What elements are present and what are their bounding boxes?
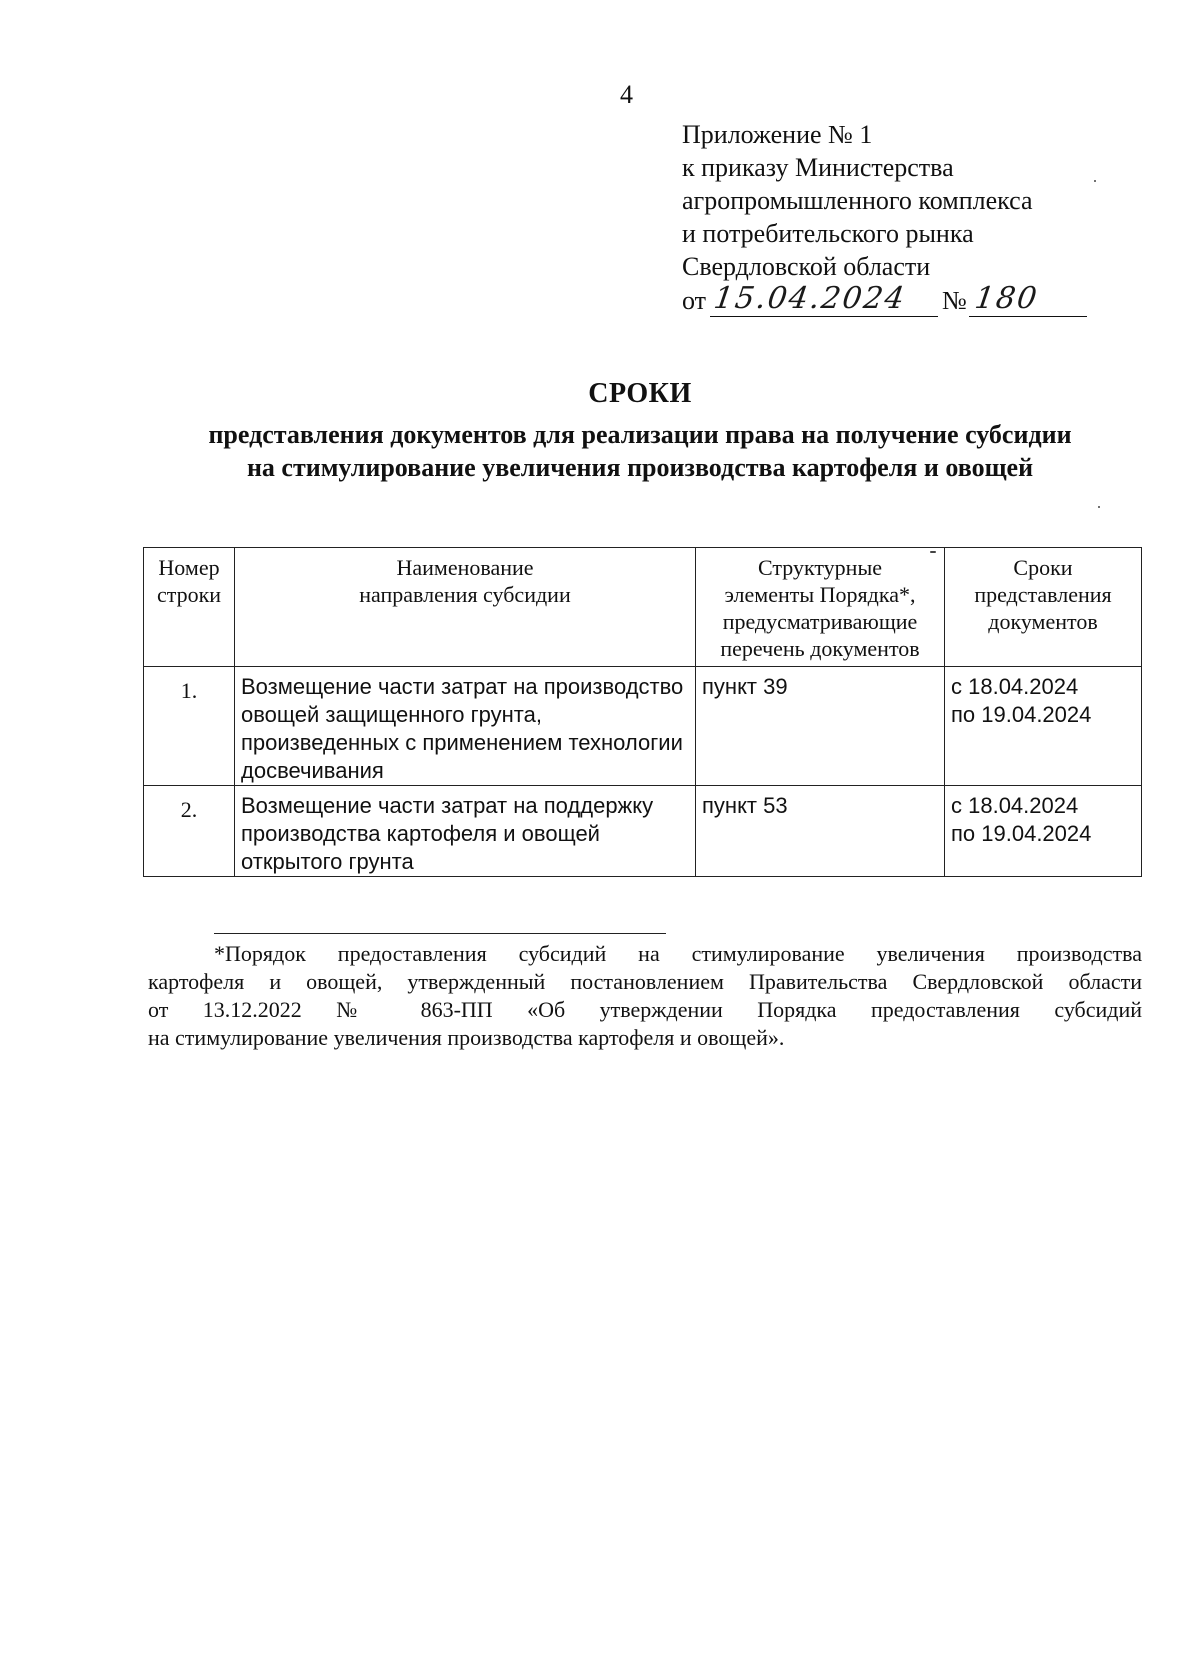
cell-text: по 19.04.2024 [951, 702, 1092, 727]
header-text: Структурные [757, 555, 883, 580]
header-row-number [144, 548, 235, 667]
appendix-line: и потребительского рынка [682, 219, 974, 248]
header-text: Сроки [1013, 555, 1073, 580]
appendix-line: к приказу Министерства [682, 153, 954, 182]
cell-text: Возмещение части затрат на поддержку [241, 793, 654, 818]
footnote-separator [214, 933, 666, 934]
scan-speck [1098, 506, 1100, 508]
order-date-line [682, 283, 1087, 317]
footnote [148, 940, 1142, 1052]
number-prefix: № [942, 286, 967, 315]
document-subtitle [130, 418, 1150, 484]
page-number: 4 [620, 80, 633, 109]
cell-text: овощей защищенного грунта, [241, 702, 542, 727]
appendix-line: агропромышленного комплекса [682, 186, 1033, 215]
table-header-row [144, 548, 1142, 667]
date-field [710, 283, 938, 317]
header-text: представления [974, 582, 1112, 607]
cell-text: с 18.04.2024 [951, 793, 1079, 818]
subtitle-line: на стимулирование увеличения производства картофеля и овощей [246, 453, 1034, 482]
date-prefix: от [682, 286, 707, 315]
cell-text: по 19.04.2024 [951, 821, 1092, 846]
title-block [130, 376, 1150, 484]
scan-speck [1094, 180, 1096, 182]
period-cell [945, 667, 1142, 786]
number-field [969, 283, 1087, 317]
handwritten-date: 15.04.2024 [711, 281, 909, 316]
clause-cell: пункт 39 [696, 667, 945, 786]
header-text: Номер [158, 555, 220, 580]
table-row [144, 667, 1142, 786]
header-subsidy-direction [235, 548, 696, 667]
header-text: направления субсидии [359, 582, 571, 607]
header-text: предусматривающие [722, 609, 918, 634]
appendix-line: Приложение № 1 [682, 120, 873, 149]
period-cell [945, 786, 1142, 877]
cell-text: открытого грунта [241, 849, 414, 874]
appendix-header [682, 118, 1087, 317]
cell-text: досвечивания [241, 758, 384, 783]
footnote-line: на стимулирование увеличения производства картофеля и овощей». [148, 1025, 785, 1050]
document-title: СРОКИ [588, 378, 692, 409]
header-text: документов [988, 609, 1098, 634]
subsidy-direction-cell [235, 667, 696, 786]
cell-text: производства картофеля и овощей [241, 821, 600, 846]
scan-speck [930, 551, 936, 553]
header-text: перечень документов [720, 636, 920, 661]
header-structural-elements [696, 548, 945, 667]
row-number: 1. [144, 667, 235, 786]
cell-text: с 18.04.2024 [951, 674, 1079, 699]
header-text: строки [156, 582, 222, 607]
deadlines-table [143, 547, 1142, 877]
cell-text: Возмещение части затрат на производство [241, 674, 684, 699]
appendix-line: Свердловской области [682, 252, 931, 281]
footnote-line: от 13.12.2022 № 863-ПП «Об утверждении Порядка предоставления субсидий [148, 997, 1142, 1022]
footnote-line: *Порядок предоставления субсидий на стимулирование увеличения производства [214, 941, 1142, 966]
handwritten-number: 180 [972, 281, 1041, 316]
header-deadlines [945, 548, 1142, 667]
row-number: 2. [144, 786, 235, 877]
clause-cell: пункт 53 [696, 786, 945, 877]
footnote-line: картофеля и овощей, утвержденный постановлением Правительства Свердловской области [148, 969, 1142, 994]
header-text: Наименование [396, 555, 534, 580]
subtitle-line: представления документов для реализации права на получение субсидии [208, 420, 1072, 449]
table-row [144, 786, 1142, 877]
subsidy-direction-cell [235, 786, 696, 877]
header-text: элементы Порядка*, [724, 582, 916, 607]
cell-text: произведенных с применением технологии [241, 730, 683, 755]
